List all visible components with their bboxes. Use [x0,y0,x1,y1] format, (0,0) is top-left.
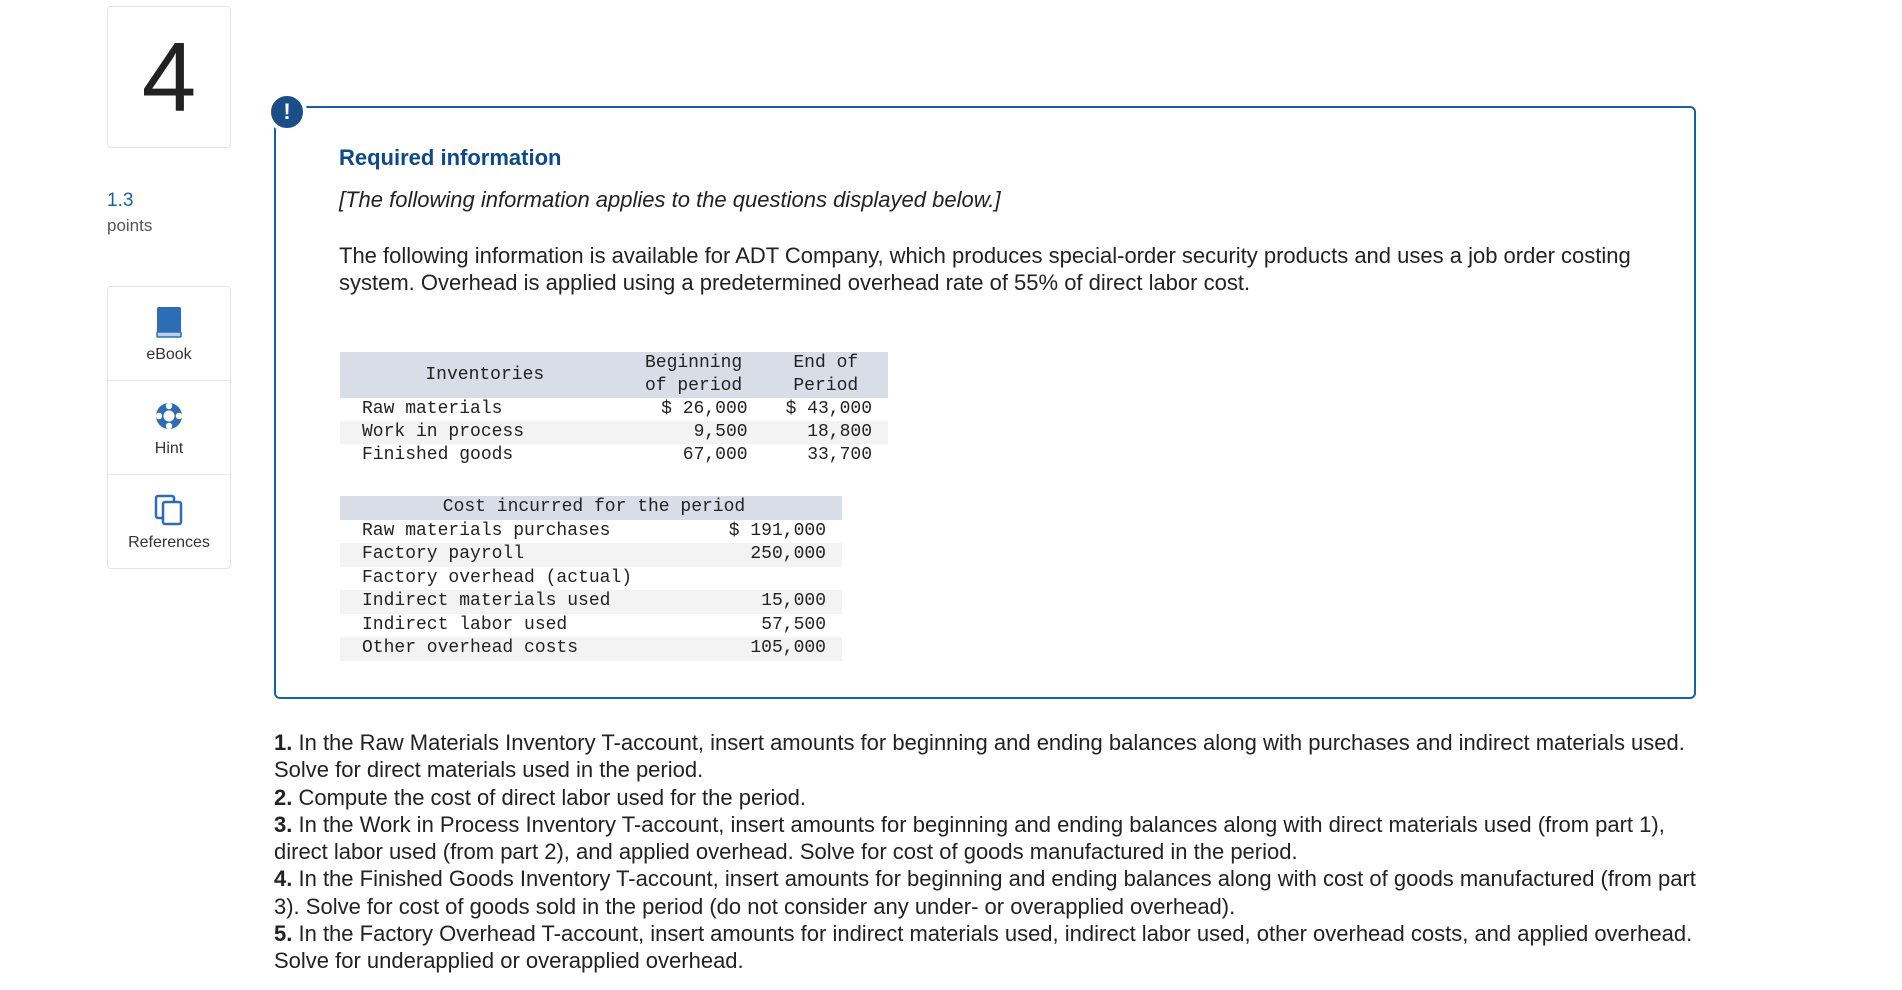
ebook-label: eBook [146,345,192,363]
table-row: Factory overhead (actual) [362,567,633,588]
question-parts [274,729,1714,975]
question-number: 4 [107,6,231,148]
book-icon [155,304,183,338]
table-row: Finished goods 67,000 33,700 [362,445,872,465]
inv-header-end: End of Period [764,352,888,398]
part-5: 5. In the Factory Overhead T-account, insert amounts for indirect materials used, indirect labor used, other overhead costs, and applied overhead. Solve for underapplied or overapplied overhead. [274,921,1693,974]
part-2: 2. Compute the cost of direct labor used for the period. [274,784,806,810]
part-1: 1. In the Raw Materials Inventory T-account, insert amounts for beginning and ending balances along with purchases and indirect materials used. Solve for direct materials used in the period. [274,730,1685,783]
points-label: points [107,216,153,235]
ebook-button[interactable] [108,287,230,381]
required-info-subtitle: [The following information applies to the questions displayed below.] [339,187,1001,212]
points-box [107,190,152,236]
inventories-table [340,352,888,467]
table-row: Work in process 9,500 18,800 [340,421,888,444]
table-row: Raw materials purchases $ 191,000 [362,520,826,541]
references-button[interactable] [108,475,230,568]
lifebuoy-icon [153,398,185,432]
hint-label: Hint [154,439,184,457]
alert-icon: ! [267,92,307,132]
required-info-title: Required information [339,145,562,170]
costs-table [340,496,842,661]
part-3: 3. In the Work in Process Inventory T-account, insert amounts for beginning and ending balances along with direct materials used (from part 1), direct labor used (from part 2), and applied overhead. Solve for cost of goods manufactured in the period. [274,811,1665,865]
references-label: References [128,533,210,551]
tools-panel [107,286,231,569]
intro-paragraph: The following information is available for ADT Company, which produces special-order security products and uses a job order costing system. Overhead is applied using a predetermined overhead rate of 55% of direct labor cost. [339,243,1631,295]
table-row: Indirect materials used 15,000 [340,590,842,614]
inv-header-beginning: Beginning of period [624,352,764,398]
hint-button[interactable] [108,381,230,475]
table-row: Indirect labor used 57,500 [362,614,826,635]
table-row: Raw materials $ 26,000 $ 43,000 [362,399,872,419]
documents-icon [154,492,184,526]
part-4: 4. In the Finished Goods Inventory T-account, insert amounts for beginning and ending balances along with cost of goods manufactured (from part 3). Solve for cost of goods sold in the period (do not consider any under- or overapplied overhead). [274,866,1696,919]
table-row: Other overhead costs 105,000 [340,637,842,661]
costs-header: Cost incurred for the period [340,496,842,520]
inv-header-label: Inventories [340,352,624,398]
table-row: Factory payroll 250,000 [340,543,842,567]
points-value: 1.3 [107,190,134,211]
